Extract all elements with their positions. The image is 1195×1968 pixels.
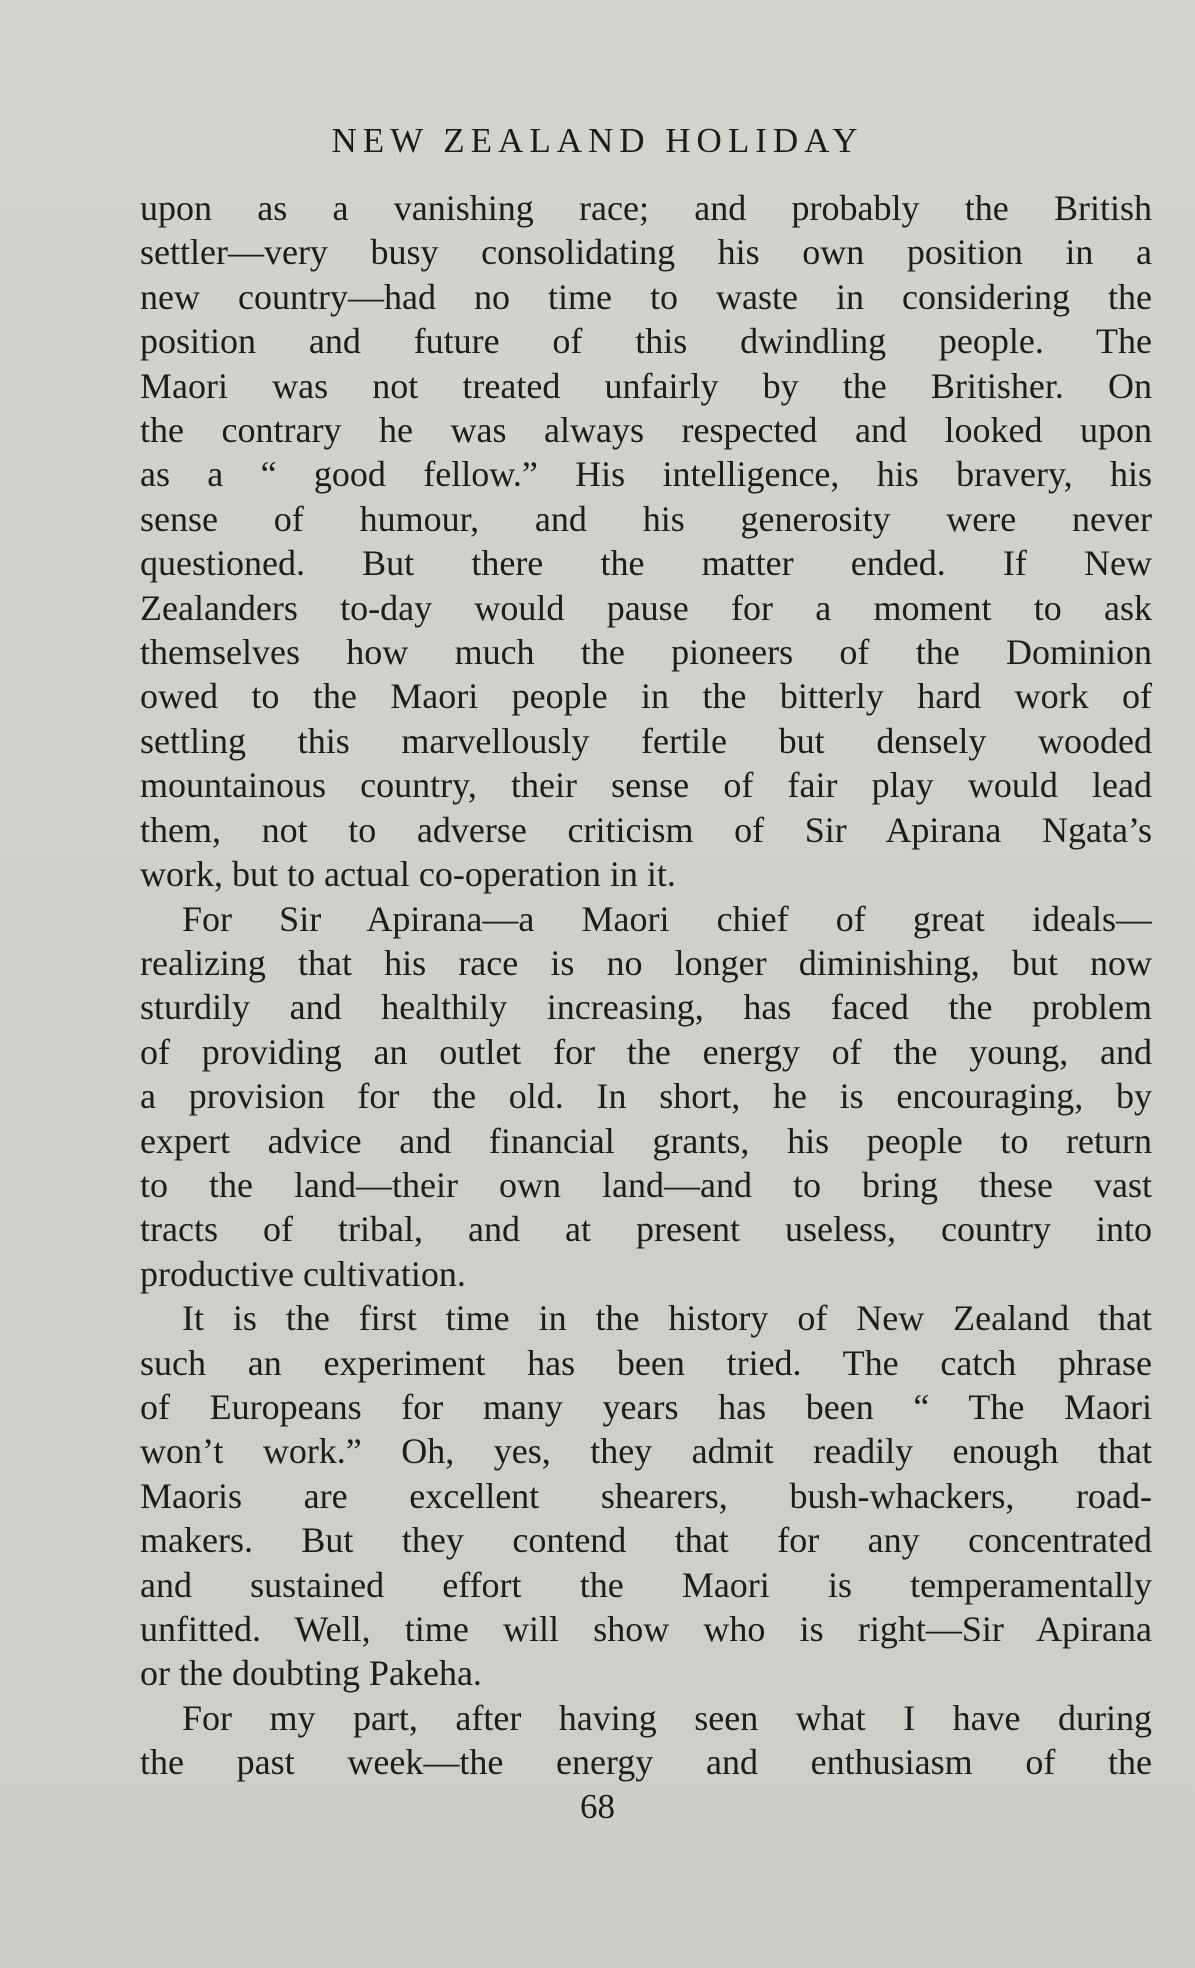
text-line: the contrary he was always respected and looked upon: [140, 410, 1152, 451]
text-line: For Sir Apirana—a Maori chief of great ideals—: [182, 898, 1152, 939]
body-text: [140, 186, 1152, 1785]
text-line: settling this marvellously fertile but densely wooded: [140, 720, 1152, 761]
text-line: to the land—their own land—and to bring these vast: [140, 1164, 1152, 1205]
text-line: a provision for the old. In short, he is encouraging, by: [140, 1076, 1152, 1117]
text-line: sense of humour, and his generosity were never: [140, 498, 1152, 539]
text-line: and sustained effort the Maori is temperamentally: [140, 1564, 1152, 1605]
text-line: themselves how much the pioneers of the Dominion: [140, 632, 1152, 673]
text-line: such an experiment has been tried. The catch phrase: [140, 1342, 1152, 1383]
text-line: mountainous country, their sense of fair play would lead: [140, 765, 1152, 806]
text-line: position and future of this dwindling people. The: [140, 321, 1152, 362]
text-line: owed to the Maori people in the bitterly hard work of: [140, 676, 1152, 717]
paragraph: [140, 1696, 1152, 1785]
text-line: unfitted. Well, time will show who is right—Sir Apirana: [140, 1609, 1152, 1649]
text-line: expert advice and financial grants, his people to return: [140, 1120, 1152, 1161]
paragraph: [140, 897, 1152, 1297]
text-line: won’t work.” Oh, yes, they admit readily enough that: [140, 1431, 1152, 1472]
text-line: settler—very busy consolidating his own position in a: [140, 232, 1152, 273]
running-head: NEW ZEALAND HOLIDAY: [331, 121, 864, 160]
text-line: upon as a vanishing race; and probably the British: [140, 188, 1152, 228]
text-line: work, but to actual co-operation in it.: [140, 854, 676, 895]
paragraph: [140, 1296, 1152, 1696]
text-line: productive cultivation.: [140, 1253, 466, 1294]
text-line: new country—had no time to waste in considering the: [140, 276, 1152, 317]
text-line: realizing that his race is no longer diminishing, but now: [140, 942, 1152, 983]
page-number: 68: [580, 1787, 615, 1826]
text-line: Zealanders to-day would pause for a moment to ask: [140, 587, 1152, 628]
text-line: questioned. But there the matter ended. If New: [140, 543, 1152, 584]
text-line: Maoris are excellent shearers, bush-whackers, road-: [140, 1475, 1152, 1516]
text-line: tracts of tribal, and at present useless, country into: [140, 1209, 1152, 1250]
text-line: as a “ good fellow.” His intelligence, his bravery, his: [140, 454, 1152, 495]
text-line: of providing an outlet for the energy of the young, and: [140, 1031, 1152, 1072]
text-line: For my part, after having seen what I have during: [182, 1697, 1152, 1738]
text-line: or the doubting Pakeha.: [140, 1653, 482, 1694]
paragraph: [140, 186, 1152, 897]
text-line: It is the first time in the history of New Zealand that: [182, 1298, 1152, 1339]
text-line: of Europeans for many years has been “ The Maori: [140, 1386, 1152, 1427]
text-line: makers. But they contend that for any concentrated: [140, 1520, 1152, 1561]
text-line: them, not to adverse criticism of Sir Apirana Ngata’s: [140, 809, 1152, 850]
text-line: Maori was not treated unfairly by the Britisher. On: [140, 365, 1152, 406]
text-line: the past week—the energy and enthusiasm of the: [140, 1742, 1152, 1783]
text-line: sturdily and healthily increasing, has faced the problem: [140, 987, 1152, 1028]
